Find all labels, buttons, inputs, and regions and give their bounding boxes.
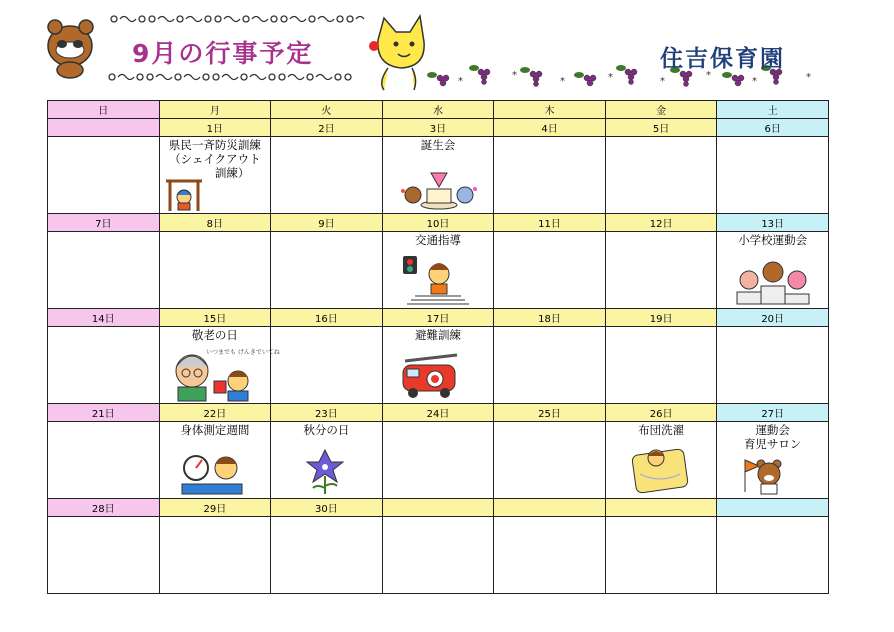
- weekday-saturday: 土: [717, 101, 829, 119]
- date-cell: 2日: [271, 119, 383, 137]
- date-cell: 23日: [271, 404, 383, 422]
- event-cell: [48, 517, 160, 594]
- futon-icon: [630, 444, 690, 494]
- date-cell: 21日: [48, 404, 160, 422]
- event-cell: [494, 232, 606, 309]
- date-cell: [494, 499, 606, 517]
- date-cell: 27日: [717, 404, 829, 422]
- event-cell: [159, 517, 271, 594]
- cat-mascot-icon: [369, 16, 424, 90]
- event-row: [48, 137, 829, 214]
- event-text: 交通指導: [414, 233, 461, 247]
- event-cell: [382, 232, 494, 309]
- date-cell: 13日: [717, 214, 829, 232]
- header: [0, 0, 894, 100]
- traffic-guidance-icon: [403, 254, 473, 306]
- weekday-header-row: [48, 101, 829, 119]
- event-text: 秋分の日: [303, 423, 350, 437]
- weekday-monday: 月: [159, 101, 271, 119]
- event-cell: [48, 137, 160, 214]
- date-cell: 25日: [494, 404, 606, 422]
- weekday-tuesday: 火: [271, 101, 383, 119]
- badge-text: いつまでも げんきでいてね: [205, 349, 280, 356]
- height-scale-icon: [178, 444, 248, 496]
- date-cell: 14日: [48, 309, 160, 327]
- weekday-friday: 金: [605, 101, 717, 119]
- event-cell: [382, 327, 494, 404]
- event-cell: [494, 422, 606, 499]
- calendar-grid: [47, 100, 829, 594]
- date-cell: 17日: [382, 309, 494, 327]
- date-row: [48, 309, 829, 327]
- event-row: [48, 422, 829, 499]
- event-cell: [494, 327, 606, 404]
- date-cell: 20日: [717, 309, 829, 327]
- date-cell: [48, 119, 160, 137]
- date-cell: 16日: [271, 309, 383, 327]
- svg-text:*: *: [806, 72, 811, 83]
- event-cell: [159, 232, 271, 309]
- event-cell: [382, 422, 494, 499]
- respect-for-aged-day-icon: [166, 345, 280, 401]
- event-text: 小学校運動会: [738, 233, 808, 247]
- svg-text:*: *: [512, 70, 517, 81]
- date-cell: 24日: [382, 404, 494, 422]
- svg-text:*: *: [560, 76, 565, 87]
- event-cell: [605, 232, 717, 309]
- event-cell: [159, 327, 280, 404]
- event-cell: [48, 232, 160, 309]
- date-cell: 3日: [382, 119, 494, 137]
- svg-text:*: *: [706, 70, 711, 81]
- event-text: 布団洗濯: [638, 423, 685, 437]
- event-text: 運動会 育児サロン: [743, 423, 802, 451]
- date-cell: 7日: [48, 214, 160, 232]
- svg-text:*: *: [608, 72, 613, 83]
- raccoon-mascot-icon: [48, 20, 93, 78]
- date-row: [48, 499, 829, 517]
- event-cell: [717, 232, 829, 309]
- date-cell: 8日: [159, 214, 271, 232]
- bellflower-icon: [305, 446, 345, 496]
- event-cell: [271, 232, 383, 309]
- date-cell: 11日: [494, 214, 606, 232]
- date-cell: 29日: [159, 499, 271, 517]
- date-cell: 6日: [717, 119, 829, 137]
- svg-text:*: *: [660, 76, 665, 87]
- event-cell: [159, 422, 271, 499]
- event-cell: [271, 137, 383, 214]
- date-cell: [605, 499, 717, 517]
- date-row: [48, 119, 829, 137]
- event-text: 敬老の日: [191, 328, 238, 342]
- date-cell: [382, 499, 494, 517]
- event-row: [48, 232, 829, 309]
- date-cell: 5日: [605, 119, 717, 137]
- event-cell: [605, 517, 717, 594]
- date-row: [48, 404, 829, 422]
- bear-flag-icon: [739, 456, 799, 496]
- event-cell: [717, 327, 829, 404]
- birthday-party-icon: [399, 169, 479, 211]
- event-cell: [382, 517, 494, 594]
- page-title: 9月の行事予定: [132, 39, 314, 68]
- event-cell: [717, 422, 829, 499]
- date-cell: 19日: [605, 309, 717, 327]
- sports-day-podium-icon: [733, 254, 813, 306]
- event-cell: [717, 137, 829, 214]
- weekday-thursday: 木: [494, 101, 606, 119]
- event-cell: [605, 327, 717, 404]
- event-text: 誕生会: [420, 138, 456, 152]
- earthquake-drill-icon: [164, 177, 204, 211]
- svg-text:*: *: [458, 76, 463, 87]
- event-cell: [48, 327, 160, 404]
- date-cell: 4日: [494, 119, 606, 137]
- fire-truck-icon: [401, 351, 461, 399]
- event-row: [48, 327, 829, 404]
- event-cell: [717, 517, 829, 594]
- event-row: [48, 517, 829, 594]
- weekday-sunday: 日: [48, 101, 160, 119]
- event-cell: [382, 137, 494, 214]
- date-row: [48, 214, 829, 232]
- event-cell: [48, 422, 160, 499]
- event-cell: [271, 422, 383, 499]
- date-cell: 28日: [48, 499, 160, 517]
- event-text: 身体測定週間: [180, 423, 250, 437]
- date-cell: 22日: [159, 404, 271, 422]
- svg-text:*: *: [752, 76, 757, 87]
- event-cell: [271, 517, 383, 594]
- date-cell: 12日: [605, 214, 717, 232]
- event-cell: [494, 137, 606, 214]
- event-cell: [605, 422, 717, 499]
- weekday-wednesday: 水: [382, 101, 494, 119]
- date-cell: 9日: [271, 214, 383, 232]
- event-cell: [605, 137, 717, 214]
- event-text: 県民一斉防災訓練 （シェイクアウト 訓練）: [168, 138, 261, 180]
- date-cell: 15日: [159, 309, 271, 327]
- date-cell: 1日: [159, 119, 271, 137]
- organization-name: 住吉保育園: [660, 46, 785, 72]
- date-cell: 10日: [382, 214, 494, 232]
- event-text: 避難訓練: [414, 328, 461, 342]
- date-cell: [717, 499, 829, 517]
- date-cell: 18日: [494, 309, 606, 327]
- event-cell: [494, 517, 606, 594]
- event-cell: [271, 327, 383, 404]
- date-cell: 26日: [605, 404, 717, 422]
- date-cell: 30日: [271, 499, 383, 517]
- event-cell: [159, 137, 271, 214]
